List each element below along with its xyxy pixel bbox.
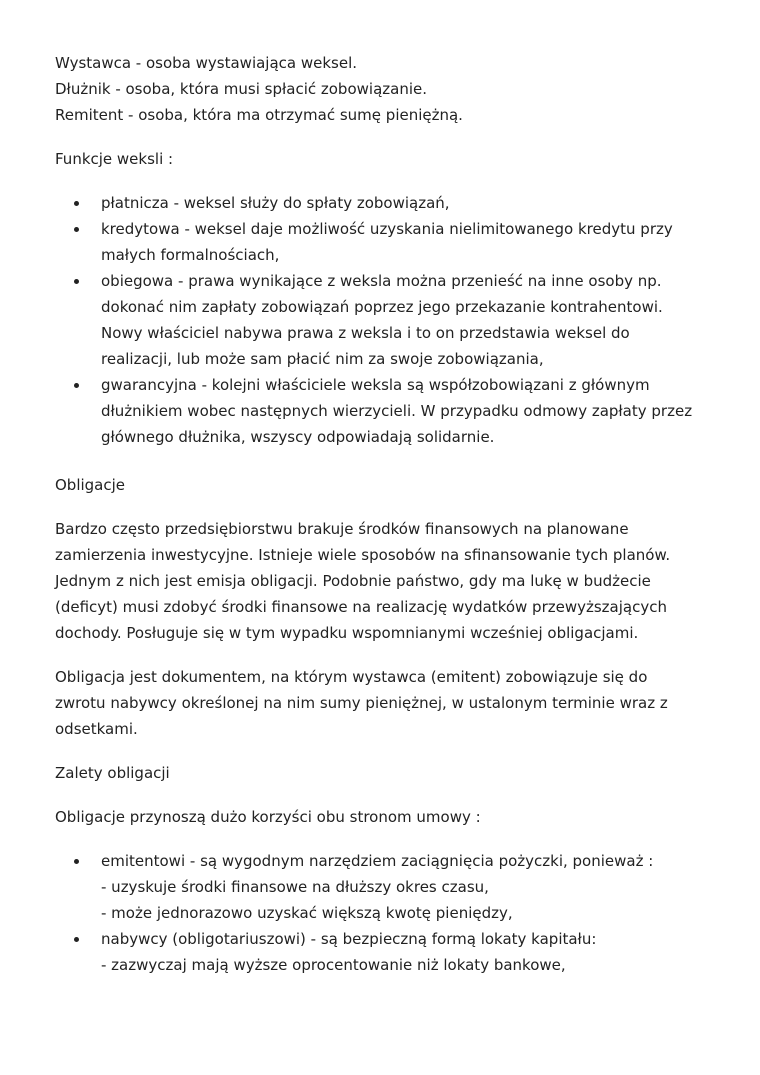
list-item: nabywcy (obligotariuszowi) - są bezpieczną formą lokaty kapitału: - zazwyczaj mają wyższe oprocentowanie niż lokaty bankowe, bbox=[55, 926, 715, 978]
list-item: płatnicza - weksel służy do spłaty zobowiązań, bbox=[55, 190, 715, 216]
bullet-icon bbox=[74, 227, 79, 232]
definition-dluznik: Dłużnik - osoba, która musi spłacić zobowiązanie. bbox=[55, 80, 427, 98]
bonds-heading: Obligacje bbox=[55, 476, 126, 494]
functions-list bbox=[55, 190, 715, 450]
bonds-paragraph-2: Obligacja jest dokumentem, na którym wystawca (emitent) zobowiązuje się do zwrotu nabywcy określonej na nim sumy pieniężnej, w ustalonym terminie wraz z odsetkami. bbox=[55, 668, 668, 738]
definition-remitent: Remitent - osoba, która ma otrzymać sumę pieniężną. bbox=[55, 106, 463, 124]
document-page bbox=[55, 50, 715, 990]
advantages-intro: Obligacje przynoszą dużo korzyści obu stronom umowy : bbox=[55, 808, 481, 826]
bullet-icon bbox=[74, 279, 79, 284]
list-item: emitentowi - są wygodnym narzędziem zaciągnięcia pożyczki, ponieważ : - uzyskuje środki finansowe na dłuższy okres czasu, - może jednorazowo uzyskać większą kwotę pieniędzy, bbox=[55, 848, 715, 926]
bullet-icon bbox=[74, 937, 79, 942]
list-item: obiegowa - prawa wynikające z weksla można przenieść na inne osoby np. dokonać nim zapłaty zobowiązań poprzez jego przekazanie kontrahentowi. Nowy właściciel nabywa prawa z weksla i to on przedstawia weksel do realizacji, lub może sam płacić nim za swoje zobowiązania, bbox=[55, 268, 715, 372]
functions-heading: Funkcje weksli : bbox=[55, 150, 174, 168]
advantages-heading: Zalety obligacji bbox=[55, 764, 170, 782]
bullet-icon bbox=[74, 201, 79, 206]
definition-wystawca: Wystawca - osoba wystawiająca weksel. bbox=[55, 54, 358, 72]
definitions-block bbox=[55, 50, 715, 128]
advantages-list bbox=[55, 848, 715, 978]
bullet-icon bbox=[74, 859, 79, 864]
list-item: gwarancyjna - kolejni właściciele weksla są współzobowiązani z głównym dłużnikiem wobec następnych wierzycieli. W przypadku odmowy zapłaty przez głównego dłużnika, wszyscy odpowiadają solidarnie. bbox=[55, 372, 715, 450]
bonds-paragraph-1: Bardzo często przedsiębiorstwu brakuje środków finansowych na planowane zamierzenia inwestycyjne. Istnieje wiele sposobów na sfinansowanie tych planów. Jednym z nich jest emisja obligacji. Podobnie państwo, gdy ma lukę w budżecie (deficyt) musi zdobyć środki finansowe na realizację wydatków przewyższających dochody. Posługuje się w tym wypadku wspomnianymi wcześniej obligacjami. bbox=[55, 520, 671, 642]
list-item: kredytowa - weksel daje możliwość uzyskania nielimitowanego kredytu przy małych formalnościach, bbox=[55, 216, 715, 268]
bullet-icon bbox=[74, 383, 79, 388]
